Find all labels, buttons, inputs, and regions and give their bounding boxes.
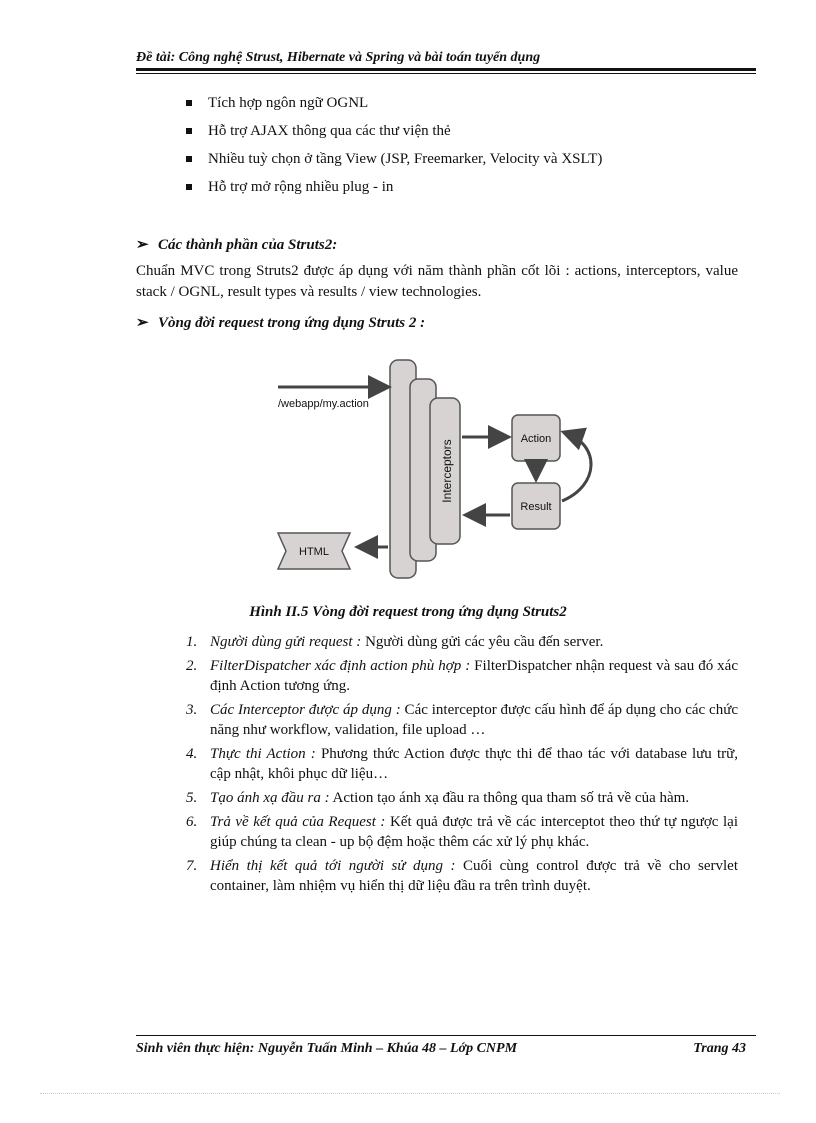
lifecycle-step: 4. Thực thi Action : Phương thức Action được thực thi để thao tác với database lưu trữ, cập nhật, khôi phục dữ liệu…	[186, 746, 738, 782]
header-rule-thin	[136, 73, 756, 74]
feature-item: Hỗ trợ mở rộng nhiều plug - in	[186, 177, 746, 205]
feature-list	[186, 93, 746, 205]
lifecycle-step: 6. Trả về kết quả của Request : Kết quả được trả về các interceptot theo thứ tự ngược lại giúp chúng ta clean - up bộ đệm hoặc thêm các xử lý phụ khác.	[186, 814, 738, 850]
feature-item: Nhiều tuỳ chọn ở tầng View (JSP, Freemarker, Velocity và XSLT)	[186, 149, 746, 177]
interceptors-label: Interceptors	[440, 439, 454, 503]
page-bottom-dotted-line	[40, 1093, 780, 1094]
html-label: HTML	[299, 546, 329, 558]
result-loop-arrow	[562, 433, 591, 501]
section-heading-components: ➢ Các thành phần của Struts2:	[136, 237, 338, 253]
page-header-title: Đề tài: Công nghệ Strust, Hibernate và Spring và bài toán tuyển dụng	[136, 50, 541, 65]
square-bullet-icon	[186, 100, 192, 106]
square-bullet-icon	[186, 184, 192, 190]
square-bullet-icon	[186, 128, 192, 134]
header-rule-thick	[136, 68, 756, 71]
lifecycle-step: 1. Người dùng gửi request : Người dùng gửi các yêu cầu đến server.	[186, 634, 604, 650]
feature-item: Hỗ trợ AJAX thông qua các thư viện thẻ	[186, 121, 746, 149]
lifecycle-step: 5. Tạo ánh xạ đầu ra : Action tạo ánh xạ đầu ra thông qua tham số trả về của hàm.	[186, 790, 690, 806]
request-url-label: /webapp/my.action	[278, 398, 369, 410]
action-label: Action	[520, 433, 552, 445]
figure-caption: Hình II.5 Vòng đời request trong ứng dụng Struts2	[249, 604, 567, 620]
lifecycle-steps-list	[186, 632, 738, 896]
footer-rule	[136, 1035, 756, 1036]
arrow-bullet-icon: ➢	[136, 237, 149, 253]
components-paragraph: Chuẩn MVC trong Struts2 được áp dụng với năm thành phần cốt lõi : actions, interceptors, value stack / OGNL, result types và results / view technologies.	[136, 263, 738, 300]
request-lifecycle-diagram	[270, 355, 610, 585]
lifecycle-step: 2. FilterDispatcher xác định action phù hợp : FilterDispatcher nhận request và sau đó xác định Action tương ứng.	[186, 658, 738, 694]
feature-item: Tích hợp ngôn ngữ OGNL	[186, 93, 746, 121]
result-label: Result	[520, 501, 552, 513]
footer-author: Sinh viên thực hiện: Nguyễn Tuấn Minh – Khúa 48 – Lớp CNPM	[136, 1041, 518, 1056]
square-bullet-icon	[186, 156, 192, 162]
lifecycle-step: 7. Hiển thị kết quả tới người sử dụng : Cuối cùng control được trả về cho servlet container, làm nhiệm vụ hiển thị dữ liệu đầu ra trên trình duyệt.	[186, 858, 738, 894]
arrow-bullet-icon: ➢	[136, 315, 149, 331]
section-heading-lifecycle: ➢ Vòng đời request trong ứng dụng Struts 2 :	[136, 315, 426, 331]
footer-page-number: Trang 43	[693, 1041, 746, 1056]
lifecycle-step: 3. Các Interceptor được áp dụng : Các interceptor được cấu hình để áp dụng cho các chức năng như workflow, validation, file upload …	[186, 702, 738, 738]
